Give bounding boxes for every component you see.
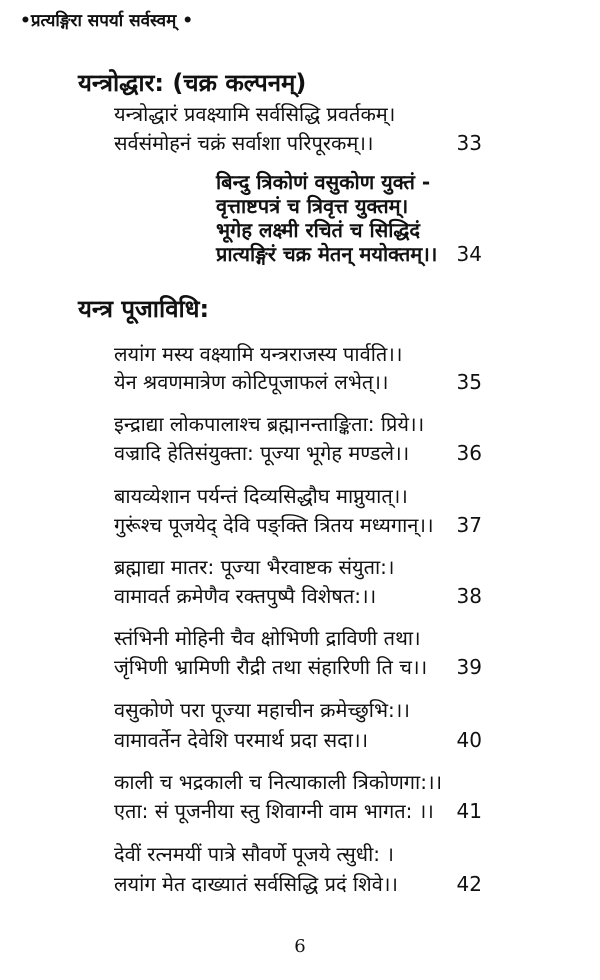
verse-line: येन श्रवणमात्रेण कोटिपूजाफलं लभेत्।। xyxy=(114,370,389,394)
verse-line: लयांग मस्य वक्ष्यामि यन्त्रराजस्य पार्वति।। xyxy=(114,342,403,366)
verse-line: वृत्ताष्टपत्रं च त्रिवृत्त युक्तम्। xyxy=(216,194,409,218)
verse-line: बायव्येशान पर्यन्तं दिव्यसिद्धौघ माप्नुयात्।। xyxy=(114,484,408,508)
running-header: •प्रत्यङ्गिरा सपर्या सर्वस्वम् • xyxy=(20,11,194,31)
section-heading-yantra-pujavidhi: यन्त्र पूजाविधि: xyxy=(78,295,210,323)
page-number: 6 xyxy=(294,936,306,957)
verse-line: जृंभिणी भ्रामिणी रौद्री तथा संहारिणी ति च।। xyxy=(114,655,428,679)
verse-number: 42 xyxy=(456,872,482,896)
verse-line: वामावर्त क्रमेणैव रक्तपुष्पै विशेषत:।। xyxy=(114,584,377,608)
verse-number: 38 xyxy=(456,584,482,608)
verse-number: 40 xyxy=(456,728,482,752)
verse-number: 33 xyxy=(456,131,482,155)
verse-line: गुरूंश्च पूजयेद् देवि पङ्क्ति त्रितय मध्यगान्।। xyxy=(114,513,434,537)
verse-number: 36 xyxy=(456,441,482,465)
verse-line: लयांग मेत दाख्यातं सर्वसिद्धि प्रदं शिवे।। xyxy=(114,872,398,896)
verse-line: वामावर्तेन देवेशि परमार्थ प्रदा सदा।। xyxy=(114,728,369,752)
verse-number: 41 xyxy=(456,799,482,823)
verse-line: ब्रह्माद्या मातर: पूज्या भैरवाष्टक संयुता:। xyxy=(114,555,395,579)
verse-line: स्तंभिनी मोहिनी चैव क्षोभिणी द्राविणी तथा। xyxy=(114,626,421,650)
verse-number: 39 xyxy=(456,655,482,679)
verse-line: एता: सं पूजनीया स्तु शिवाग्नी वाम भागत: ।। xyxy=(114,799,434,823)
verse-number: 34 xyxy=(456,242,482,266)
verse-line: देवीं रत्नमयीं पात्रे सौवर्णे पूजये त्सुधी: । xyxy=(114,842,394,866)
verse-line: वज्रादि हेतिसंयुक्ता: पूज्या भूगेह मण्डले।। xyxy=(114,441,410,465)
verse-line: इन्द्राद्या लोकपालाश्च ब्रह्मानन्ताङ्किता: प्रिये।। xyxy=(114,412,425,436)
verse-number: 35 xyxy=(456,370,482,394)
verse-line: सर्वसंमोहनं चक्रं सर्वाशा परिपूरकम्।। xyxy=(114,131,374,155)
verse-line: बिन्दु त्रिकोणं वसुकोण युक्तं - xyxy=(216,170,431,194)
section-heading-yantroddhara: यन्त्रोद्धार: (चक्र कल्पनम्) xyxy=(78,69,307,97)
verse-line: वसुकोणे परा पूज्या महाचीन क्रमेच्छुभि:।। xyxy=(114,698,410,722)
verse-line: यन्त्रोद्धारं प्रवक्ष्यामि सर्वसिद्धि प्रवर्तकम्। xyxy=(114,102,396,126)
verse-line: प्रात्यङ्गिरं चक्र मेतन् मयोक्तम्।। xyxy=(216,242,438,266)
verse-line: काली च भद्रकाली च नित्याकाली त्रिकोणगा:।। xyxy=(114,770,443,794)
verse-number: 37 xyxy=(456,513,482,537)
verse-line: भूगेह लक्ष्मी रचितं च सिद्धिदं xyxy=(216,218,421,242)
